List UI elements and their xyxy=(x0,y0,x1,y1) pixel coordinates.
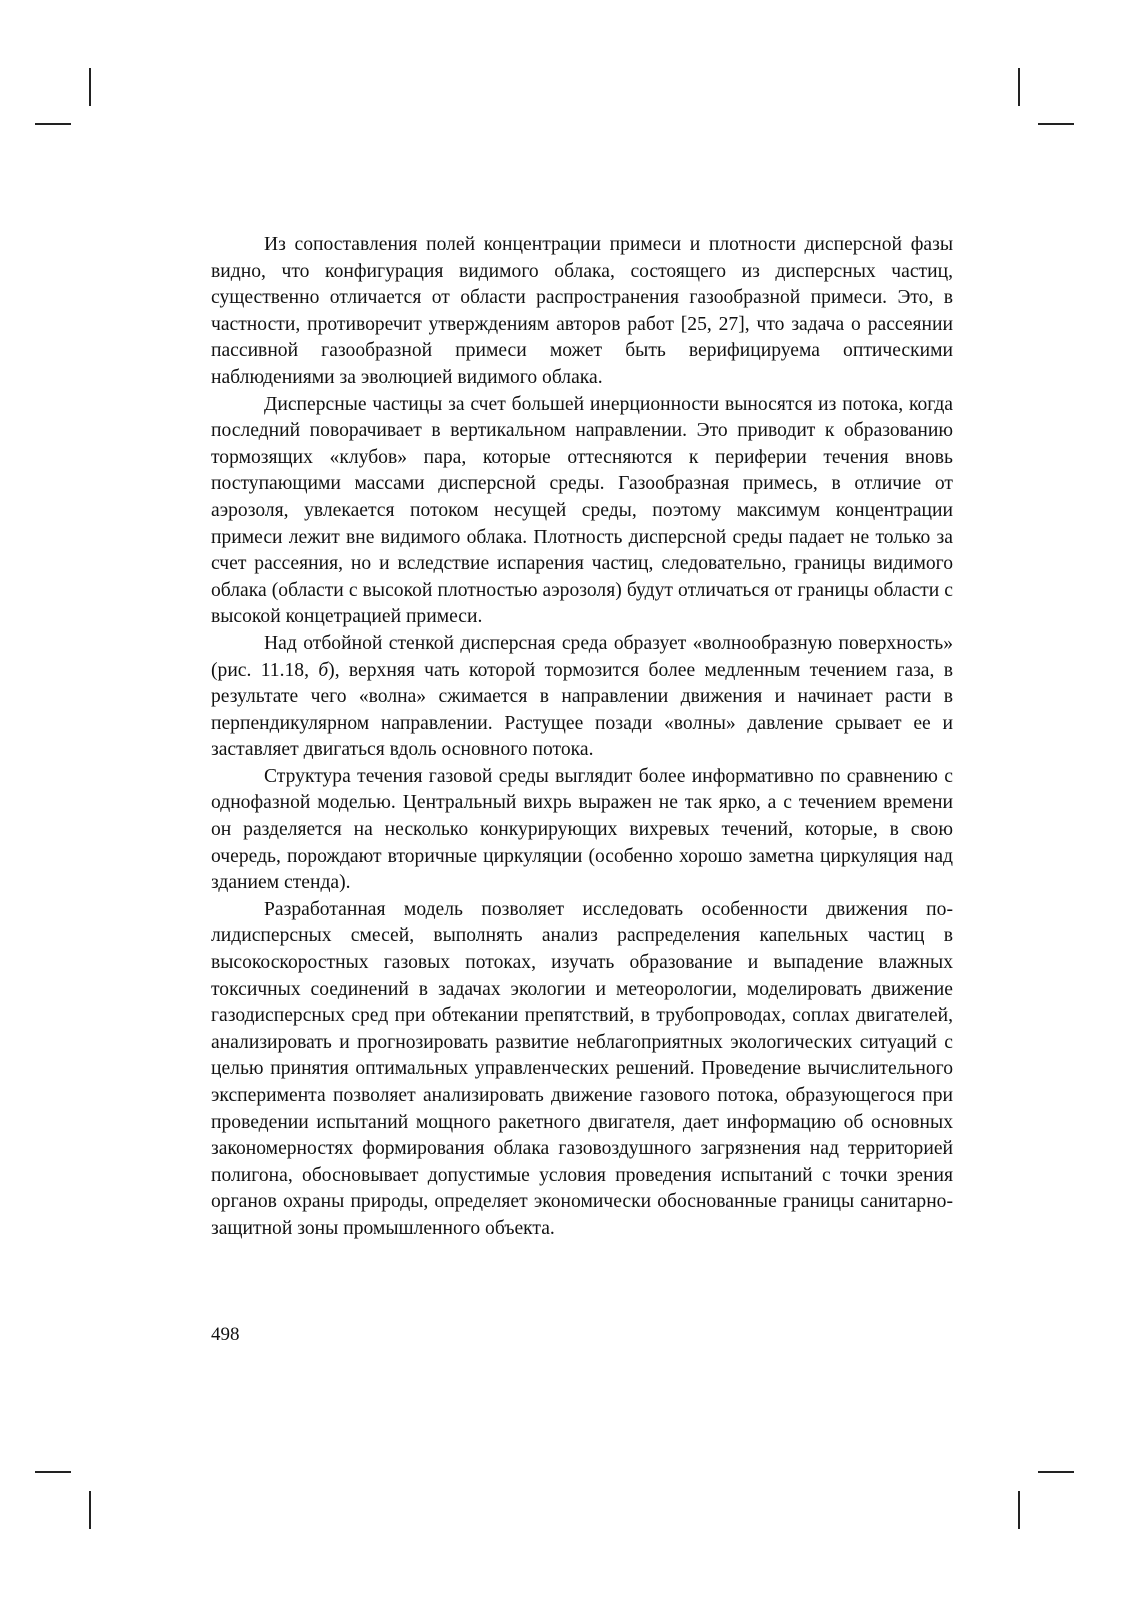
paragraph-1: Из сопоставления полей концентрации примеси и плотности дисперсной фазы видно, что конфигурация видимого облака, состоящего из дисперсных частиц, существенно отличается от области распространения газообразной примеси. Это, в частности, противоречит утверждениям авторов работ [25, 27], что задача о рассеянии пассивной газообразной примеси может быть верифицируема оптическими наблюдениями за эволюцией видимого облака. xyxy=(211,234,953,388)
crop-mark-top-left-vertical xyxy=(89,68,91,106)
body-text xyxy=(211,232,953,1243)
page-number: 498 xyxy=(211,1324,240,1345)
crop-mark-bottom-left-horizontal xyxy=(35,1471,71,1473)
paragraph-2: Дисперсные частицы за счет большей инерционности выносятся из потока, когда последний поворачивает в вертикальном направлении. Это приводит к образованию тормозящих «клубов» пара, которые оттесняются к периферии течения вновь поступающими массами дисперсной среды. Газообразная примесь, в отличие от аэрозоля, увлекается потоком несущей среды, поэтому максимум концентрации примеси лежит вне видимого облака. Плотность дисперсной среды падает не только за счет рассеяния, но и вследствие испарения частиц, следовательно, границы видимого облака (области с высокой плотностью аэрозоля) будут отличаться от границы области с высокой концетрацией примеси. xyxy=(211,393,953,628)
crop-mark-top-right-vertical xyxy=(1018,68,1020,106)
crop-mark-bottom-right-vertical xyxy=(1018,1491,1020,1529)
crop-mark-bottom-left-vertical xyxy=(89,1491,91,1529)
crop-mark-top-right-horizontal xyxy=(1038,123,1074,125)
paragraph-3: Над отбойной стенкой дисперсная среда образует «волнообразную поверхность» (рис. 11.18, б), верхняя чать которой тормозится более медленным течением газа, в результате чего «волна» сжимается в направлении движения и начинает расти в перпендикулярном направлении. Растущее позади «волны» давление срывает ее и заставляет двигаться вдоль основного потока. xyxy=(211,632,953,761)
paragraph-4: Структура течения газовой среды выглядит более информативно по сравнению с однофазной моделью. Центральный вихрь выражен не так ярко, а с течением времени он разделяется на несколько конкурирующих вихревых течений, которые, в свою очередь, порождают вторичные циркуляции (особенно хорошо заметна циркуляция над зданием стенда). xyxy=(211,765,953,894)
crop-mark-top-left-horizontal xyxy=(35,123,71,125)
crop-mark-bottom-right-horizontal xyxy=(1038,1471,1074,1473)
paragraph-5: Разработанная модель позволяет исследовать особенности движения полидисперсных смесей, выполнять анализ распределения капельных частиц в высокоскоростных газовых потоках, изучать образование и выпадение влажных токсичных соединений в задачах экологии и метеорологии, моделировать движение газодисперсных сред при обтекании препятствий, в трубопроводах, соплах двигателей, анализировать и прогнозировать развитие неблагоприятных экологических ситуаций с целью принятия оптимальных управленческих решений. Проведение вычислительного эксперимента позволяет анализировать движение газового потока, образующегося при проведении испытаний мощного ракетного двигателя, дает информацию об основных закономерностях формирования облака газовоздушного загрязнения над территорией полигона, обосновывает допустимые условия проведения испытаний с точки зрения органов охраны природы, определяет экономически обоснованные границы санитарно-защитной зоны промышленного объекта. xyxy=(211,898,953,1239)
